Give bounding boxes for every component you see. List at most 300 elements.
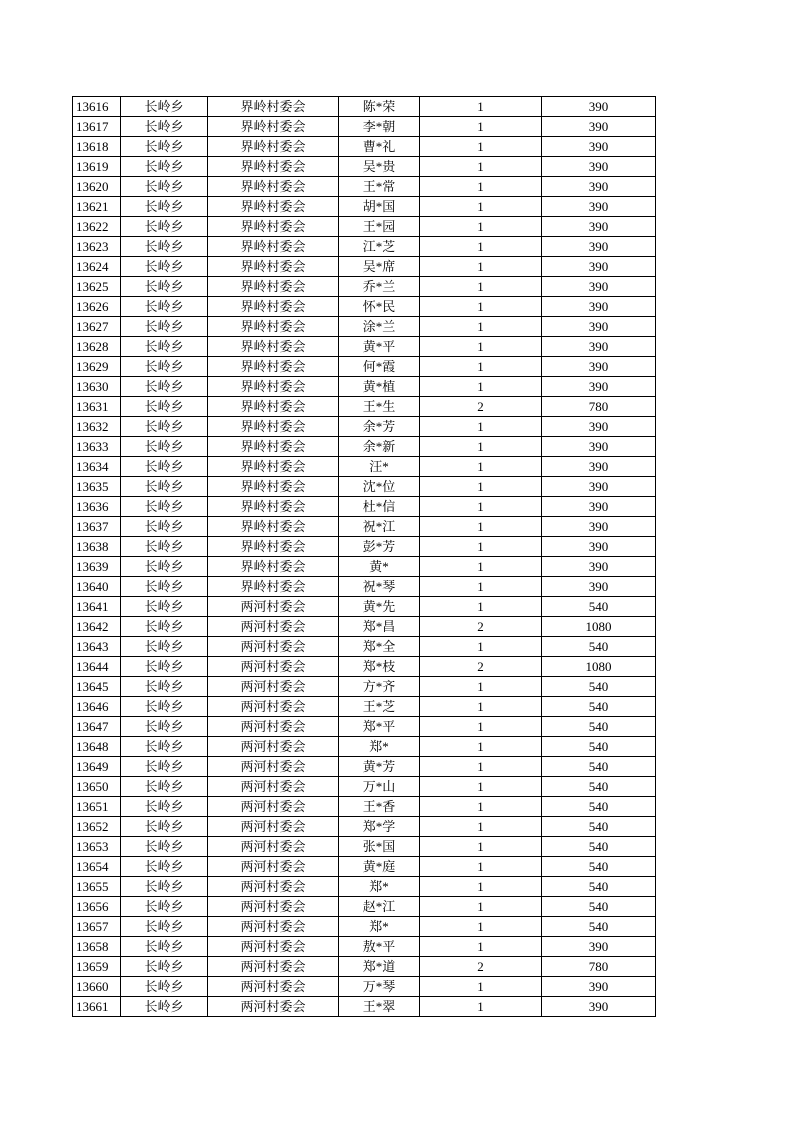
table-row [73, 157, 656, 177]
village-committee-cell: 界岭村委会 [208, 457, 339, 477]
village-committee-cell: 界岭村委会 [208, 557, 339, 577]
amount-cell: 540 [542, 757, 656, 777]
amount-cell: 540 [542, 717, 656, 737]
table-row [73, 837, 656, 857]
name-cell: 黄*芳 [339, 757, 420, 777]
serial-number-cell: 13657 [73, 917, 121, 937]
amount-cell: 1080 [542, 657, 656, 677]
amount-cell: 390 [542, 217, 656, 237]
name-cell: 万*琴 [339, 977, 420, 997]
township-cell: 长岭乡 [121, 757, 208, 777]
township-cell: 长岭乡 [121, 577, 208, 597]
village-committee-cell: 两河村委会 [208, 597, 339, 617]
village-committee-cell: 两河村委会 [208, 697, 339, 717]
amount-cell: 390 [542, 277, 656, 297]
village-committee-cell: 界岭村委会 [208, 357, 339, 377]
village-committee-cell: 两河村委会 [208, 897, 339, 917]
serial-number-cell: 13623 [73, 237, 121, 257]
village-committee-cell: 界岭村委会 [208, 197, 339, 217]
name-cell: 涂*兰 [339, 317, 420, 337]
village-committee-cell: 两河村委会 [208, 857, 339, 877]
household-count-cell: 1 [420, 857, 542, 877]
household-count-cell: 2 [420, 957, 542, 977]
township-cell: 长岭乡 [121, 657, 208, 677]
village-committee-cell: 界岭村委会 [208, 397, 339, 417]
serial-number-cell: 13628 [73, 337, 121, 357]
serial-number-cell: 13639 [73, 557, 121, 577]
serial-number-cell: 13616 [73, 97, 121, 117]
serial-number-cell: 13643 [73, 637, 121, 657]
township-cell: 长岭乡 [121, 457, 208, 477]
township-cell: 长岭乡 [121, 197, 208, 217]
village-committee-cell: 两河村委会 [208, 937, 339, 957]
amount-cell: 540 [542, 797, 656, 817]
name-cell: 万*山 [339, 777, 420, 797]
village-committee-cell: 两河村委会 [208, 797, 339, 817]
serial-number-cell: 13637 [73, 517, 121, 537]
name-cell: 怀*民 [339, 297, 420, 317]
table-row [73, 577, 656, 597]
amount-cell: 390 [542, 537, 656, 557]
amount-cell: 390 [542, 497, 656, 517]
name-cell: 胡*国 [339, 197, 420, 217]
township-cell: 长岭乡 [121, 797, 208, 817]
amount-cell: 390 [542, 477, 656, 497]
table-row [73, 377, 656, 397]
serial-number-cell: 13638 [73, 537, 121, 557]
serial-number-cell: 13633 [73, 437, 121, 457]
village-committee-cell: 两河村委会 [208, 817, 339, 837]
village-committee-cell: 两河村委会 [208, 877, 339, 897]
serial-number-cell: 13630 [73, 377, 121, 397]
table-row [73, 477, 656, 497]
serial-number-cell: 13658 [73, 937, 121, 957]
township-cell: 长岭乡 [121, 737, 208, 757]
serial-number-cell: 13627 [73, 317, 121, 337]
township-cell: 长岭乡 [121, 857, 208, 877]
village-committee-cell: 界岭村委会 [208, 317, 339, 337]
serial-number-cell: 13624 [73, 257, 121, 277]
amount-cell: 780 [542, 957, 656, 977]
township-cell: 长岭乡 [121, 897, 208, 917]
name-cell: 黄*平 [339, 337, 420, 357]
township-cell: 长岭乡 [121, 437, 208, 457]
serial-number-cell: 13648 [73, 737, 121, 757]
township-cell: 长岭乡 [121, 157, 208, 177]
serial-number-cell: 13647 [73, 717, 121, 737]
name-cell: 余*芳 [339, 417, 420, 437]
township-cell: 长岭乡 [121, 957, 208, 977]
table-row [73, 137, 656, 157]
village-committee-cell: 两河村委会 [208, 977, 339, 997]
serial-number-cell: 13653 [73, 837, 121, 857]
amount-cell: 390 [542, 177, 656, 197]
household-count-cell: 1 [420, 937, 542, 957]
township-cell: 长岭乡 [121, 637, 208, 657]
township-cell: 长岭乡 [121, 997, 208, 1017]
amount-cell: 390 [542, 257, 656, 277]
table-row [73, 177, 656, 197]
amount-cell: 780 [542, 397, 656, 417]
table-row [73, 437, 656, 457]
table-row [73, 317, 656, 337]
table-row [73, 397, 656, 417]
serial-number-cell: 13649 [73, 757, 121, 777]
household-count-cell: 1 [420, 277, 542, 297]
name-cell: 黄*庭 [339, 857, 420, 877]
township-cell: 长岭乡 [121, 717, 208, 737]
household-count-cell: 1 [420, 737, 542, 757]
name-cell: 王*常 [339, 177, 420, 197]
household-count-cell: 2 [420, 657, 542, 677]
serial-number-cell: 13629 [73, 357, 121, 377]
household-count-cell: 1 [420, 757, 542, 777]
amount-cell: 390 [542, 377, 656, 397]
township-cell: 长岭乡 [121, 837, 208, 857]
household-count-cell: 1 [420, 177, 542, 197]
household-count-cell: 1 [420, 197, 542, 217]
table-row [73, 97, 656, 117]
household-count-cell: 1 [420, 457, 542, 477]
table-row [73, 917, 656, 937]
amount-cell: 540 [542, 857, 656, 877]
data-table [72, 96, 656, 1017]
household-count-cell: 1 [420, 877, 542, 897]
township-cell: 长岭乡 [121, 417, 208, 437]
table-row [73, 257, 656, 277]
household-count-cell: 1 [420, 297, 542, 317]
township-cell: 长岭乡 [121, 377, 208, 397]
village-committee-cell: 两河村委会 [208, 737, 339, 757]
serial-number-cell: 13617 [73, 117, 121, 137]
name-cell: 敖*平 [339, 937, 420, 957]
amount-cell: 390 [542, 157, 656, 177]
amount-cell: 390 [542, 457, 656, 477]
amount-cell: 540 [542, 777, 656, 797]
township-cell: 长岭乡 [121, 777, 208, 797]
township-cell: 长岭乡 [121, 177, 208, 197]
village-committee-cell: 两河村委会 [208, 637, 339, 657]
amount-cell: 540 [542, 677, 656, 697]
table-row [73, 557, 656, 577]
township-cell: 长岭乡 [121, 937, 208, 957]
name-cell: 李*朝 [339, 117, 420, 137]
township-cell: 长岭乡 [121, 297, 208, 317]
household-count-cell: 1 [420, 997, 542, 1017]
name-cell: 祝*江 [339, 517, 420, 537]
household-count-cell: 1 [420, 917, 542, 937]
serial-number-cell: 13656 [73, 897, 121, 917]
name-cell: 王*芝 [339, 697, 420, 717]
household-count-cell: 2 [420, 397, 542, 417]
village-committee-cell: 界岭村委会 [208, 297, 339, 317]
table-row [73, 497, 656, 517]
name-cell: 江*芝 [339, 237, 420, 257]
table-row [73, 817, 656, 837]
serial-number-cell: 13651 [73, 797, 121, 817]
village-committee-cell: 两河村委会 [208, 657, 339, 677]
household-count-cell: 1 [420, 117, 542, 137]
amount-cell: 390 [542, 237, 656, 257]
village-committee-cell: 界岭村委会 [208, 117, 339, 137]
household-count-cell: 1 [420, 897, 542, 917]
amount-cell: 540 [542, 637, 656, 657]
village-committee-cell: 界岭村委会 [208, 517, 339, 537]
village-committee-cell: 界岭村委会 [208, 437, 339, 457]
name-cell: 王*翠 [339, 997, 420, 1017]
serial-number-cell: 13655 [73, 877, 121, 897]
township-cell: 长岭乡 [121, 337, 208, 357]
township-cell: 长岭乡 [121, 917, 208, 937]
township-cell: 长岭乡 [121, 397, 208, 417]
serial-number-cell: 13654 [73, 857, 121, 877]
household-count-cell: 1 [420, 697, 542, 717]
serial-number-cell: 13632 [73, 417, 121, 437]
name-cell: 曹*礼 [339, 137, 420, 157]
amount-cell: 390 [542, 977, 656, 997]
township-cell: 长岭乡 [121, 477, 208, 497]
name-cell: 张*国 [339, 837, 420, 857]
village-committee-cell: 界岭村委会 [208, 97, 339, 117]
amount-cell: 540 [542, 877, 656, 897]
name-cell: 黄* [339, 557, 420, 577]
household-count-cell: 1 [420, 137, 542, 157]
name-cell: 彭*芳 [339, 537, 420, 557]
household-count-cell: 1 [420, 717, 542, 737]
household-count-cell: 1 [420, 317, 542, 337]
serial-number-cell: 13635 [73, 477, 121, 497]
household-count-cell: 1 [420, 477, 542, 497]
name-cell: 黄*植 [339, 377, 420, 397]
household-count-cell: 1 [420, 637, 542, 657]
township-cell: 长岭乡 [121, 217, 208, 237]
amount-cell: 390 [542, 417, 656, 437]
amount-cell: 390 [542, 117, 656, 137]
table-row [73, 357, 656, 377]
township-cell: 长岭乡 [121, 677, 208, 697]
village-committee-cell: 界岭村委会 [208, 497, 339, 517]
name-cell: 王*香 [339, 797, 420, 817]
village-committee-cell: 界岭村委会 [208, 537, 339, 557]
table-row [73, 117, 656, 137]
amount-cell: 390 [542, 197, 656, 217]
township-cell: 长岭乡 [121, 817, 208, 837]
table-row [73, 517, 656, 537]
township-cell: 长岭乡 [121, 97, 208, 117]
amount-cell: 540 [542, 817, 656, 837]
village-committee-cell: 界岭村委会 [208, 237, 339, 257]
name-cell: 汪* [339, 457, 420, 477]
household-count-cell: 1 [420, 837, 542, 857]
table-row [73, 217, 656, 237]
name-cell: 吴*贵 [339, 157, 420, 177]
serial-number-cell: 13634 [73, 457, 121, 477]
household-count-cell: 1 [420, 357, 542, 377]
table-row [73, 737, 656, 757]
table-row [73, 937, 656, 957]
household-count-cell: 1 [420, 517, 542, 537]
table-row [73, 677, 656, 697]
amount-cell: 540 [542, 897, 656, 917]
table-row [73, 857, 656, 877]
name-cell: 何*霞 [339, 357, 420, 377]
township-cell: 长岭乡 [121, 557, 208, 577]
amount-cell: 390 [542, 517, 656, 537]
serial-number-cell: 13645 [73, 677, 121, 697]
township-cell: 长岭乡 [121, 877, 208, 897]
household-count-cell: 1 [420, 537, 542, 557]
village-committee-cell: 界岭村委会 [208, 217, 339, 237]
serial-number-cell: 13640 [73, 577, 121, 597]
serial-number-cell: 13625 [73, 277, 121, 297]
household-count-cell: 2 [420, 617, 542, 637]
household-count-cell: 1 [420, 377, 542, 397]
name-cell: 赵*江 [339, 897, 420, 917]
table-row [73, 537, 656, 557]
amount-cell: 540 [542, 917, 656, 937]
township-cell: 长岭乡 [121, 497, 208, 517]
household-count-cell: 1 [420, 777, 542, 797]
table-row [73, 957, 656, 977]
village-committee-cell: 界岭村委会 [208, 417, 339, 437]
serial-number-cell: 13631 [73, 397, 121, 417]
amount-cell: 1080 [542, 617, 656, 637]
name-cell: 郑*枝 [339, 657, 420, 677]
township-cell: 长岭乡 [121, 277, 208, 297]
table-body [73, 97, 656, 1017]
township-cell: 长岭乡 [121, 597, 208, 617]
household-count-cell: 1 [420, 497, 542, 517]
household-count-cell: 1 [420, 257, 542, 277]
name-cell: 郑*昌 [339, 617, 420, 637]
township-cell: 长岭乡 [121, 977, 208, 997]
name-cell: 郑* [339, 737, 420, 757]
township-cell: 长岭乡 [121, 117, 208, 137]
township-cell: 长岭乡 [121, 317, 208, 337]
name-cell: 余*新 [339, 437, 420, 457]
serial-number-cell: 13650 [73, 777, 121, 797]
table-row [73, 657, 656, 677]
serial-number-cell: 13620 [73, 177, 121, 197]
table-row [73, 597, 656, 617]
table-row [73, 617, 656, 637]
name-cell: 陈*荣 [339, 97, 420, 117]
village-committee-cell: 两河村委会 [208, 917, 339, 937]
serial-number-cell: 13661 [73, 997, 121, 1017]
amount-cell: 390 [542, 297, 656, 317]
village-committee-cell: 界岭村委会 [208, 477, 339, 497]
name-cell: 黄*先 [339, 597, 420, 617]
name-cell: 郑*道 [339, 957, 420, 977]
household-count-cell: 1 [420, 417, 542, 437]
table-row [73, 337, 656, 357]
serial-number-cell: 13652 [73, 817, 121, 837]
table-row [73, 697, 656, 717]
table-row [73, 717, 656, 737]
name-cell: 乔*兰 [339, 277, 420, 297]
village-committee-cell: 界岭村委会 [208, 277, 339, 297]
serial-number-cell: 13644 [73, 657, 121, 677]
table-row [73, 197, 656, 217]
village-committee-cell: 界岭村委会 [208, 577, 339, 597]
serial-number-cell: 13646 [73, 697, 121, 717]
township-cell: 长岭乡 [121, 137, 208, 157]
serial-number-cell: 13660 [73, 977, 121, 997]
serial-number-cell: 13619 [73, 157, 121, 177]
table-row [73, 637, 656, 657]
serial-number-cell: 13621 [73, 197, 121, 217]
township-cell: 长岭乡 [121, 517, 208, 537]
serial-number-cell: 13641 [73, 597, 121, 617]
village-committee-cell: 两河村委会 [208, 717, 339, 737]
household-count-cell: 1 [420, 597, 542, 617]
serial-number-cell: 13636 [73, 497, 121, 517]
township-cell: 长岭乡 [121, 237, 208, 257]
name-cell: 郑*学 [339, 817, 420, 837]
township-cell: 长岭乡 [121, 257, 208, 277]
name-cell: 方*齐 [339, 677, 420, 697]
village-committee-cell: 两河村委会 [208, 617, 339, 637]
serial-number-cell: 13642 [73, 617, 121, 637]
name-cell: 吴*席 [339, 257, 420, 277]
amount-cell: 390 [542, 997, 656, 1017]
village-committee-cell: 界岭村委会 [208, 157, 339, 177]
table-row [73, 417, 656, 437]
village-committee-cell: 两河村委会 [208, 777, 339, 797]
table-row [73, 297, 656, 317]
name-cell: 郑*平 [339, 717, 420, 737]
township-cell: 长岭乡 [121, 697, 208, 717]
table-row [73, 277, 656, 297]
household-count-cell: 1 [420, 97, 542, 117]
amount-cell: 390 [542, 337, 656, 357]
table-row [73, 237, 656, 257]
village-committee-cell: 界岭村委会 [208, 137, 339, 157]
household-count-cell: 1 [420, 677, 542, 697]
amount-cell: 540 [542, 737, 656, 757]
name-cell: 王*生 [339, 397, 420, 417]
name-cell: 祝*琴 [339, 577, 420, 597]
village-committee-cell: 两河村委会 [208, 757, 339, 777]
amount-cell: 390 [542, 577, 656, 597]
table-row [73, 877, 656, 897]
household-count-cell: 1 [420, 437, 542, 457]
household-count-cell: 1 [420, 577, 542, 597]
name-cell: 杜*信 [339, 497, 420, 517]
village-committee-cell: 界岭村委会 [208, 257, 339, 277]
amount-cell: 390 [542, 137, 656, 157]
table-row [73, 977, 656, 997]
village-committee-cell: 两河村委会 [208, 677, 339, 697]
household-count-cell: 1 [420, 797, 542, 817]
village-committee-cell: 两河村委会 [208, 957, 339, 977]
amount-cell: 390 [542, 557, 656, 577]
table-row [73, 797, 656, 817]
household-count-cell: 1 [420, 237, 542, 257]
village-committee-cell: 两河村委会 [208, 997, 339, 1017]
name-cell: 郑*全 [339, 637, 420, 657]
serial-number-cell: 13626 [73, 297, 121, 317]
table-row [73, 897, 656, 917]
household-count-cell: 1 [420, 977, 542, 997]
name-cell: 郑* [339, 877, 420, 897]
household-count-cell: 1 [420, 217, 542, 237]
village-committee-cell: 界岭村委会 [208, 337, 339, 357]
village-committee-cell: 界岭村委会 [208, 177, 339, 197]
household-count-cell: 1 [420, 557, 542, 577]
amount-cell: 390 [542, 97, 656, 117]
amount-cell: 540 [542, 597, 656, 617]
